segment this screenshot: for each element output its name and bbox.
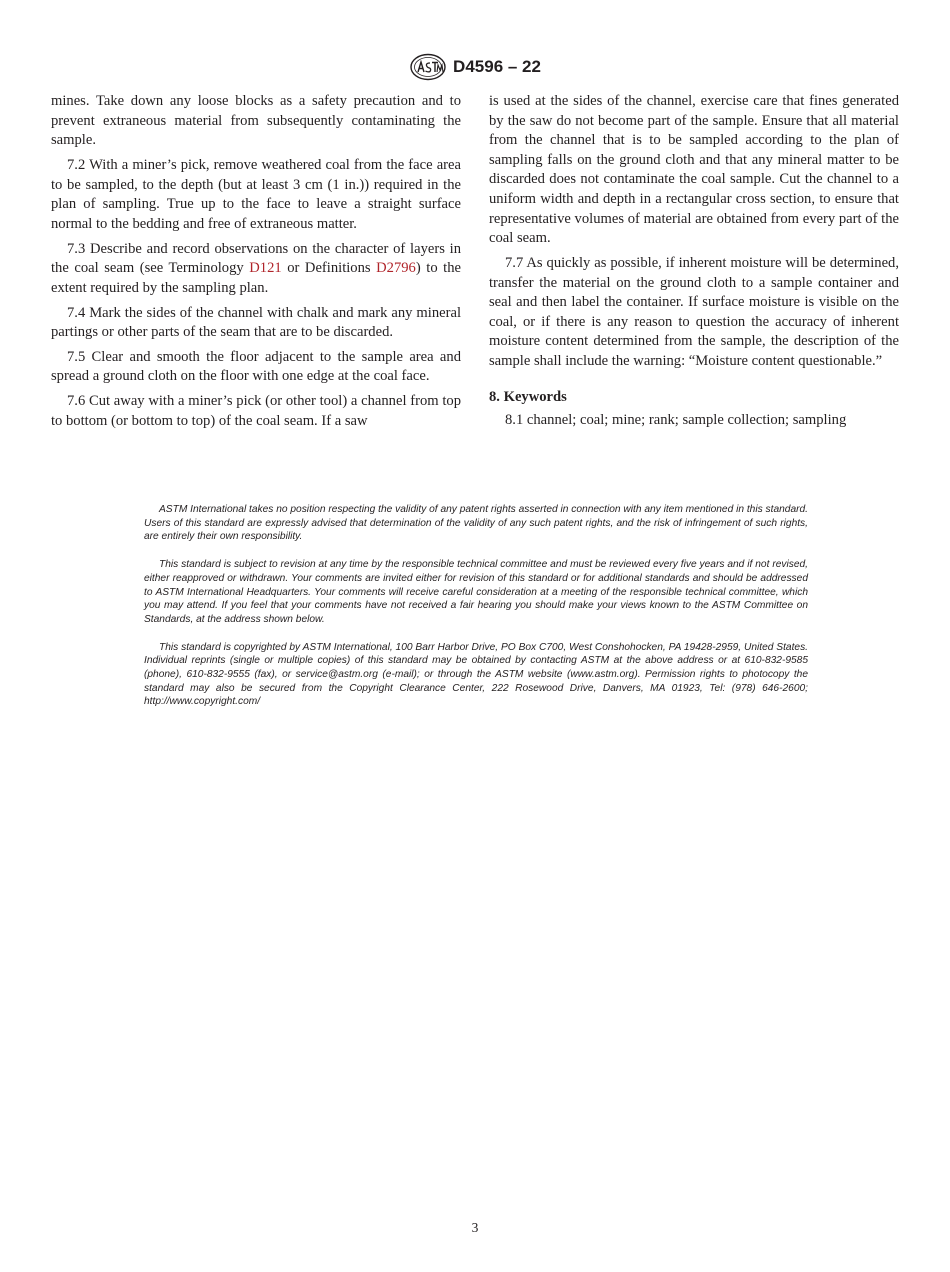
section-7-6-continuation: is used at the sides of the channel, exercise care that fines generated by the saw do not become part of the sample. Ensure that all material from the channel that is to be sampled according to the plan of sampling falls on the ground cloth and that any mineral matter to be discarded does not contaminate the coal sample. Cut the channel to a uniform width and depth in a rectangular cross section, to ensure that representative volumes of material are obtained from every part of the coal seam. <box>489 93 899 247</box>
left-column <box>51 92 461 437</box>
section-7-3 <box>51 240 461 299</box>
d121-reference-link[interactable]: D121 <box>249 260 282 277</box>
section-7-7: 7.7 As quickly as possible, if inherent moisture will be determined, transfer the material on the ground cloth to a sample container and seal and then label the container. If surface moisture is visible on the coal, or if there is any reason to question the accuracy of inherent moisture content determined from the sample, the description of the sample shall include the warning: “Moisture content questionable.” <box>489 254 899 369</box>
section-7-4: 7.4 Mark the sides of the channel with chalk and mark any mineral partings or other parts of the seam that are to be discarded. <box>51 304 461 341</box>
section-7-5: 7.5 Clear and smooth the floor adjacent to the sample area and spread a ground cloth on the floor with one edge at the coal face. <box>51 348 461 385</box>
section-8-1: 8.1 channel; coal; mine; rank; sample collection; sampling <box>505 412 847 429</box>
legal-notices <box>144 503 808 723</box>
d2796-reference-link[interactable]: D2796 <box>376 260 416 277</box>
copyright-notice: This standard is copyrighted by ASTM International, 100 Barr Harbor Drive, PO Box C700, West Conshohocken, PA 19428-2959, United States. Individual reprints (single or multiple copies) of this standard may be obtained by contacting ASTM at the above address or at 610-832-9585 (phone), 610-832-9555 (fax), or service@astm.org (e-mail); or through the ASTM website (www.astm.org). Permission rights to photocopy the standard may also be secured from the Copyright Clearance Center, 222 Rosewood Drive, Danvers, MA 01923, Tel: (978) 646-2600; http://www.copyright.com/ <box>144 641 808 708</box>
section-7-3-text-c: ) to the extent required by the sampling plan. <box>51 260 461 296</box>
page-number: 3 <box>471 1220 479 1235</box>
right-column <box>489 92 899 436</box>
section-7-3-text-b: or Definitions <box>281 260 377 277</box>
section-7-1-continuation: mines. Take down any loose blocks as a safety precaution and to prevent extraneous material from subsequently contaminating the sample. <box>51 93 461 149</box>
section-7-2: 7.2 With a miner’s pick, remove weathered coal from the face area to be sampled, to the depth (but at least 3 cm (1 in.)) required in the plan of sampling. True up to the face to leave a straight surface normal to the bedding and free of extraneous matter. <box>51 156 461 232</box>
section-7-6: 7.6 Cut away with a miner’s pick (or other tool) a channel from top to bottom (or bottom to top) of the coal seam. If a saw <box>51 393 461 429</box>
patent-notice: ASTM International takes no position respecting the validity of any patent rights asserted in connection with any item mentioned in this standard. Users of this standard are expressly advised that determination of the validity of any such patent rights, and the risk of infringement of such rights, are entirely their own responsibility. <box>144 504 808 543</box>
keywords-heading: 8. Keywords <box>489 388 567 405</box>
revision-notice: This standard is subject to revision at any time by the responsible technical committee and must be reviewed every five years and if not revised, either reapproved or withdrawn. Your comments are invited either for revision of this standard or for additional standards and should be addressed to ASTM International Headquarters. Your comments will receive careful consideration at a meeting of the responsible technical committee, which you may attend. If you feel that your comments have not received a fair hearing you should make your views known to the ASTM Committee on Standards, at the address shown below. <box>144 559 808 625</box>
astm-logo-icon <box>409 53 447 81</box>
document-designation: D4596 – 22 <box>453 57 541 76</box>
page-header <box>0 52 950 82</box>
section-7-3-text-a: 7.3 Describe and record observations on the character of layers in the coal seam (see Terminology <box>51 240 461 277</box>
